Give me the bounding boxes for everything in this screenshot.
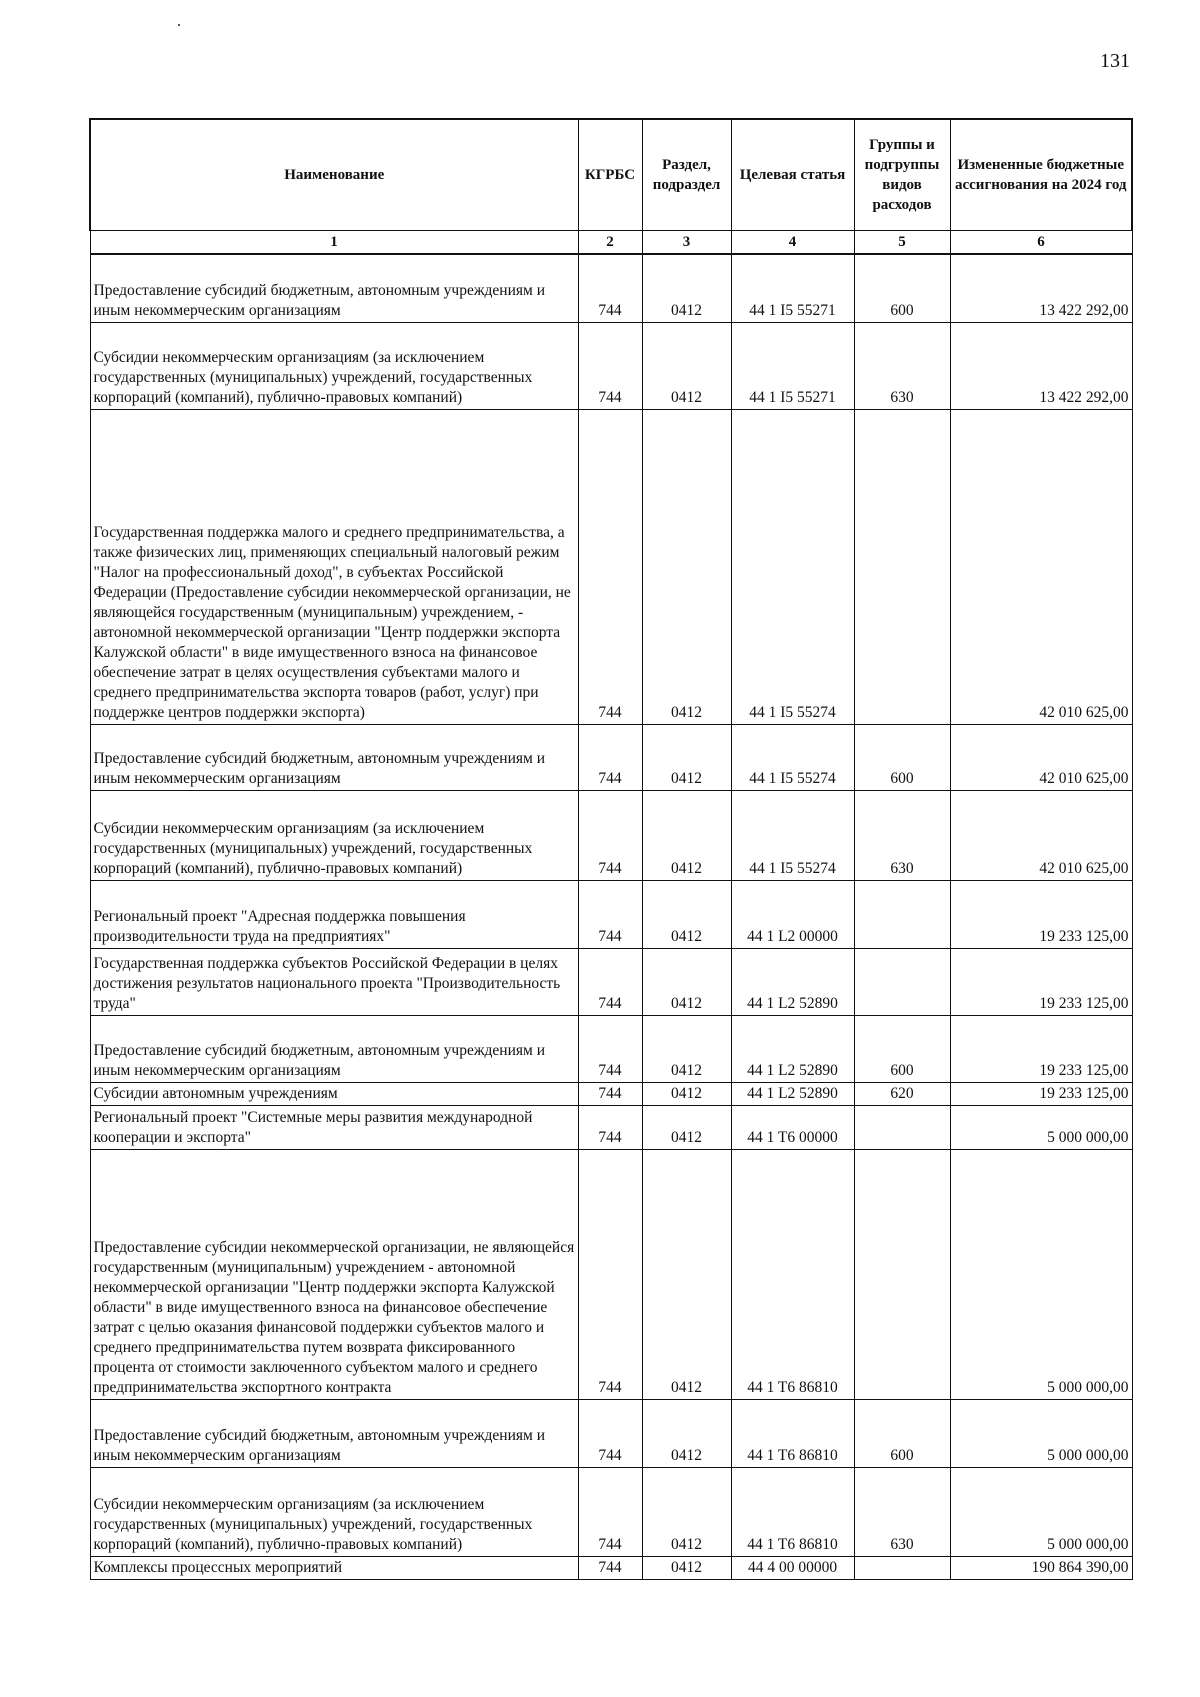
row-target: 44 1 T6 86810 xyxy=(731,1467,854,1556)
table-row xyxy=(90,1467,1132,1556)
column-number: 4 xyxy=(731,231,854,255)
row-amount: 42 010 625,00 xyxy=(950,724,1132,790)
row-section: 0412 xyxy=(642,322,731,409)
row-kgrbs: 744 xyxy=(578,1082,642,1105)
table-row xyxy=(90,409,1132,724)
row-group xyxy=(854,948,950,1015)
row-amount: 5 000 000,00 xyxy=(950,1149,1132,1399)
header-expense-group: Группы и подгруппы видов расходов xyxy=(854,119,950,231)
row-name: Комплексы процессных мероприятий xyxy=(90,1556,578,1579)
row-section: 0412 xyxy=(642,1399,731,1467)
row-target: 44 1 L2 52890 xyxy=(731,1015,854,1082)
table-row xyxy=(90,1556,1132,1579)
column-number: 5 xyxy=(854,231,950,255)
row-target: 44 1 I5 55274 xyxy=(731,724,854,790)
row-name: Государственная поддержка субъектов Российской Федерации в целях достижения результатов национального проекта "Производительность труда" xyxy=(90,948,578,1015)
table-row xyxy=(90,724,1132,790)
row-amount: 13 422 292,00 xyxy=(950,322,1132,409)
table-row xyxy=(90,254,1132,322)
row-group: 600 xyxy=(854,1399,950,1467)
row-section: 0412 xyxy=(642,724,731,790)
table-row xyxy=(90,1082,1132,1105)
table-row xyxy=(90,1149,1132,1399)
row-section: 0412 xyxy=(642,790,731,880)
row-section: 0412 xyxy=(642,1015,731,1082)
row-name: Субсидии некоммерческим организациям (за исключением государственных (муниципальных) учреждений, государственных корпораций (компаний), публично-правовых компаний) xyxy=(90,1467,578,1556)
header-amount-2024: Измененные бюджетные ассигнования на 2024 год xyxy=(950,119,1132,231)
row-amount: 19 233 125,00 xyxy=(950,948,1132,1015)
header-section: Раздел, подраздел xyxy=(642,119,731,231)
table-row xyxy=(90,880,1132,948)
row-name: Предоставление субсидий бюджетным, автономным учреждениям и иным некоммерческим организациям xyxy=(90,254,578,322)
row-section: 0412 xyxy=(642,1556,731,1579)
row-group: 630 xyxy=(854,322,950,409)
row-section: 0412 xyxy=(642,409,731,724)
row-amount: 19 233 125,00 xyxy=(950,1082,1132,1105)
row-kgrbs: 744 xyxy=(578,790,642,880)
column-number: 3 xyxy=(642,231,731,255)
row-group: 600 xyxy=(854,724,950,790)
row-amount: 5 000 000,00 xyxy=(950,1467,1132,1556)
row-target: 44 1 L2 52890 xyxy=(731,1082,854,1105)
row-kgrbs: 744 xyxy=(578,880,642,948)
row-group: 620 xyxy=(854,1082,950,1105)
row-group xyxy=(854,1149,950,1399)
row-name: Предоставление субсидий бюджетным, автономным учреждениям и иным некоммерческим организациям xyxy=(90,724,578,790)
row-group: 600 xyxy=(854,1015,950,1082)
header-kgrbs: КГРБС xyxy=(578,119,642,231)
row-group xyxy=(854,409,950,724)
row-kgrbs: 744 xyxy=(578,1467,642,1556)
row-target: 44 1 I5 55274 xyxy=(731,409,854,724)
row-name: Предоставление субсидий бюджетным, автономным учреждениям и иным некоммерческим организациям xyxy=(90,1399,578,1467)
row-group: 630 xyxy=(854,790,950,880)
row-kgrbs: 744 xyxy=(578,1556,642,1579)
row-amount: 19 233 125,00 xyxy=(950,880,1132,948)
scan-speck xyxy=(178,24,180,26)
row-kgrbs: 744 xyxy=(578,409,642,724)
table-header-row xyxy=(90,119,1132,231)
column-number-row xyxy=(90,231,1132,255)
header-name: Наименование xyxy=(90,119,578,231)
row-section: 0412 xyxy=(642,1149,731,1399)
row-name: Региональный проект "Адресная поддержка повышения производительности труда на предприятиях" xyxy=(90,880,578,948)
row-target: 44 1 L2 52890 xyxy=(731,948,854,1015)
row-target: 44 1 I5 55274 xyxy=(731,790,854,880)
row-group xyxy=(854,1105,950,1149)
row-target: 44 1 T6 86810 xyxy=(731,1399,854,1467)
row-name: Государственная поддержка малого и среднего предпринимательства, а также физических лиц, применяющих специальный налоговый режим "Налог на профессиональный доход", в субъектах Российской Федерации (Предоставление субсидии некоммерческой организации, не являющейся государственным (муниципальным) учреждением, - автономной некоммерческой организации "Центр поддержки экспорта Калужской области" в виде имущественного взноса на финансовое обеспечение затрат в целях осуществления субъектами малого и среднего предпринимательства экспорта товаров (работ, услуг) при поддержке центров поддержки экспорта) xyxy=(90,409,578,724)
row-kgrbs: 744 xyxy=(578,1015,642,1082)
table-row xyxy=(90,1015,1132,1082)
row-kgrbs: 744 xyxy=(578,948,642,1015)
row-amount: 42 010 625,00 xyxy=(950,409,1132,724)
row-kgrbs: 744 xyxy=(578,1105,642,1149)
row-target: 44 1 L2 00000 xyxy=(731,880,854,948)
row-section: 0412 xyxy=(642,1082,731,1105)
row-name: Региональный проект "Системные меры развития международной кооперации и экспорта" xyxy=(90,1105,578,1149)
row-target: 44 1 T6 00000 xyxy=(731,1105,854,1149)
row-group: 600 xyxy=(854,254,950,322)
row-amount: 42 010 625,00 xyxy=(950,790,1132,880)
row-amount: 190 864 390,00 xyxy=(950,1556,1132,1579)
column-number: 1 xyxy=(90,231,578,255)
row-group xyxy=(854,1556,950,1579)
row-name: Предоставление субсидий бюджетным, автономным учреждениям и иным некоммерческим организациям xyxy=(90,1015,578,1082)
row-kgrbs: 744 xyxy=(578,322,642,409)
row-kgrbs: 744 xyxy=(578,724,642,790)
row-name: Предоставление субсидии некоммерческой организации, не являющейся государственным (муниципальным) учреждением - автономной некоммерческой организации "Центр поддержки экспорта Калужской области" в виде имущественного взноса на финансовое обеспечение затрат с целью оказания финансовой поддержки субъектов малого и среднего предпринимательства путем возврата фиксированного процента от стоимости заключенного субъектом малого и среднего предпринимательства экспортного контракта xyxy=(90,1149,578,1399)
row-amount: 19 233 125,00 xyxy=(950,1015,1132,1082)
row-target: 44 4 00 00000 xyxy=(731,1556,854,1579)
row-kgrbs: 744 xyxy=(578,1399,642,1467)
row-name: Субсидии автономным учреждениям xyxy=(90,1082,578,1105)
budget-allocations-table xyxy=(89,118,1133,1580)
table-row xyxy=(90,1399,1132,1467)
row-name: Субсидии некоммерческим организациям (за исключением государственных (муниципальных) учреждений, государственных корпораций (компаний), публично-правовых компаний) xyxy=(90,322,578,409)
row-section: 0412 xyxy=(642,1105,731,1149)
page-number: 131 xyxy=(1100,50,1130,72)
table-row xyxy=(90,322,1132,409)
row-kgrbs: 744 xyxy=(578,1149,642,1399)
row-section: 0412 xyxy=(642,948,731,1015)
row-amount: 5 000 000,00 xyxy=(950,1105,1132,1149)
table-row xyxy=(90,948,1132,1015)
row-amount: 5 000 000,00 xyxy=(950,1399,1132,1467)
header-target-article: Целевая статья xyxy=(731,119,854,231)
row-target: 44 1 I5 55271 xyxy=(731,254,854,322)
row-section: 0412 xyxy=(642,1467,731,1556)
column-number: 6 xyxy=(950,231,1132,255)
column-number: 2 xyxy=(578,231,642,255)
table-row xyxy=(90,790,1132,880)
table-row xyxy=(90,1105,1132,1149)
row-name: Субсидии некоммерческим организациям (за исключением государственных (муниципальных) учреждений, государственных корпораций (компаний), публично-правовых компаний) xyxy=(90,790,578,880)
row-section: 0412 xyxy=(642,254,731,322)
row-kgrbs: 744 xyxy=(578,254,642,322)
row-section: 0412 xyxy=(642,880,731,948)
row-target: 44 1 I5 55271 xyxy=(731,322,854,409)
row-amount: 13 422 292,00 xyxy=(950,254,1132,322)
row-target: 44 1 T6 86810 xyxy=(731,1149,854,1399)
row-group xyxy=(854,880,950,948)
row-group: 630 xyxy=(854,1467,950,1556)
